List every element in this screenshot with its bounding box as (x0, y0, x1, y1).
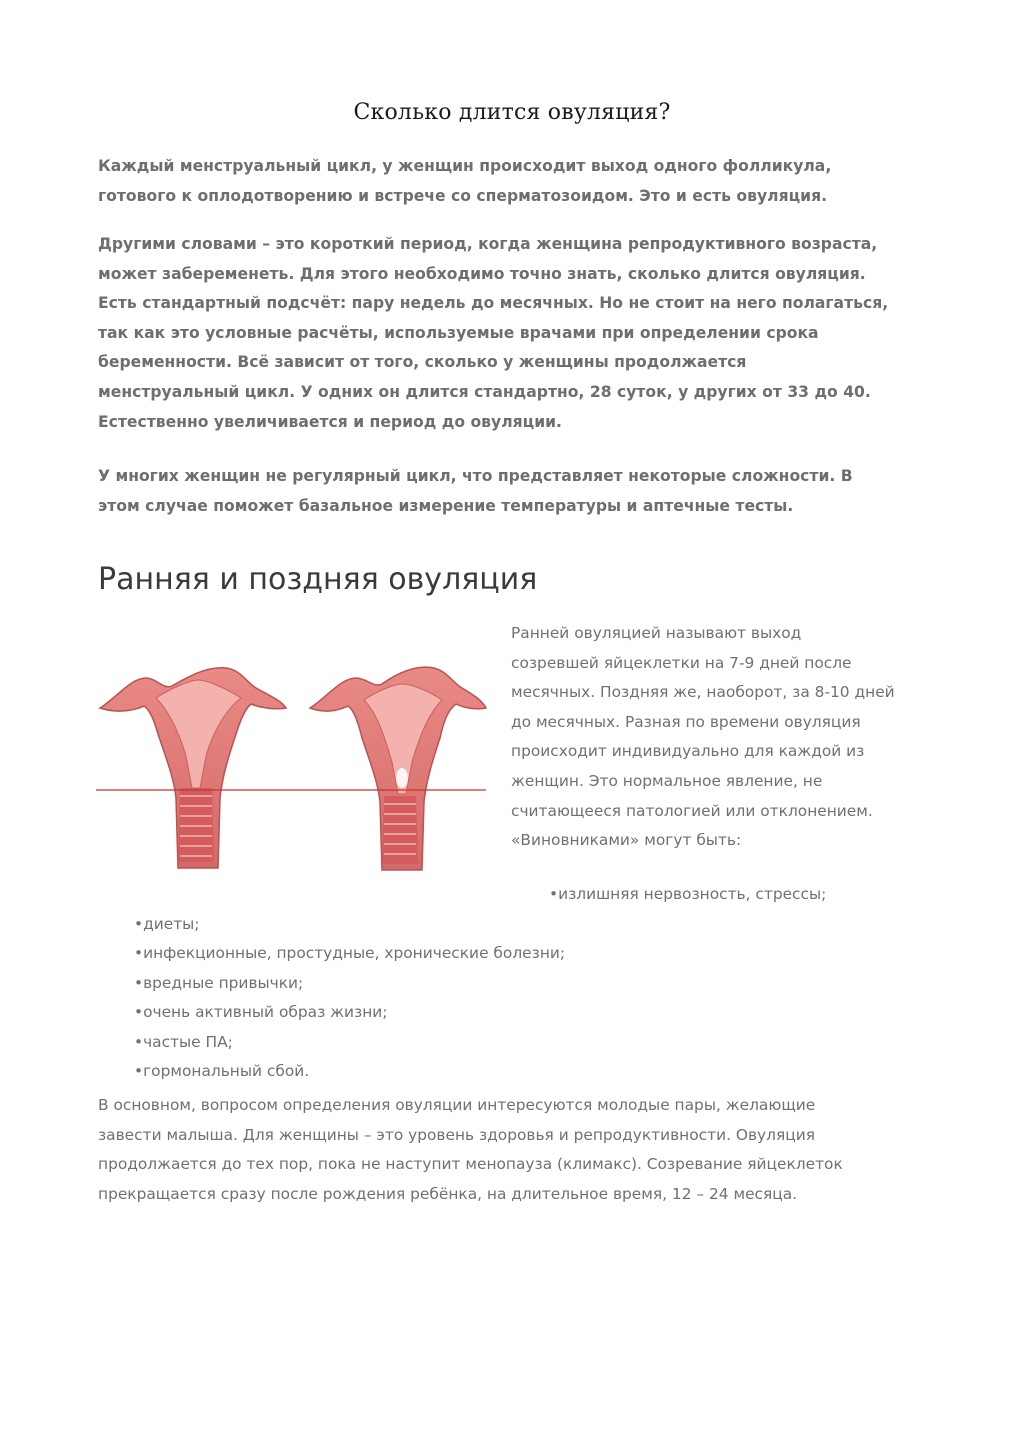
text-line: беременности. Всё зависит от того, сколько у женщины продолжается (98, 353, 747, 372)
section-heading: Ранняя и поздняя овуляция (98, 562, 538, 597)
text-line: Другими словами – это короткий период, когда женщина репродуктивного возраста, (98, 235, 878, 253)
text-line: продолжается до тех пор, пока не наступит менопауза (климакс). Созревание яйцеклеток (98, 1155, 843, 1174)
text-line: завести малыша. Для женщины – это уровень здоровья и репродуктивности. Овуляция (98, 1125, 815, 1144)
text-line: Есть стандартный подсчёт: пару недель до месячных. Но не стоит на него полагаться, (98, 294, 889, 313)
text-line: считающееся патологией или отклонением. (511, 801, 873, 820)
list-item: •частые ПА; (134, 1033, 233, 1051)
text-line: У многих женщин не регулярный цикл, что представляет некоторые сложности. В (98, 467, 853, 485)
list-item: •вредные привычки; (134, 974, 304, 992)
uterus-early-icon (100, 668, 286, 868)
intro-paragraph-3 (98, 462, 928, 521)
text-line: менструальный цикл. У одних он длится стандартно, 28 суток, у других от 33 до 40. (98, 382, 871, 401)
text-line: месячных. Поздняя же, наоборот, за 8-10 дней (511, 683, 895, 702)
list-item: •диеты; (134, 915, 200, 933)
list-item: •излишняя нервозность, стрессы; (549, 885, 827, 903)
page-title: Сколько длится овуляция? (353, 100, 671, 125)
text-line: так как это условные расчёты, используемые врачами при определении срока (98, 323, 819, 342)
text-line: Каждый менструальный цикл, у женщин происходит выход одного фолликула, (98, 157, 832, 175)
text-line: В основном, вопросом определения овуляции интересуются молодые пары, желающие (98, 1096, 816, 1114)
text-line: может забеременеть. Для этого необходимо точно знать, сколько длится овуляция. (98, 264, 866, 283)
text-line: женщин. Это нормальное явление, не (511, 771, 823, 790)
text-line: прекращается сразу после рождения ребёнка, на длительное время, 12 – 24 месяца. (98, 1184, 798, 1203)
intro-paragraph-2 (98, 230, 928, 437)
text-line: Естественно увеличивается и период до овуляции. (98, 412, 562, 431)
text-line: до месячных. Разная по времени овуляция (511, 712, 861, 731)
text-line: этом случае поможет базальное измерение температуры и аптечные тесты. (98, 496, 794, 515)
text-line: происходит индивидуально для каждой из (511, 742, 865, 761)
bottom-paragraph (98, 1091, 938, 1209)
list-item: •гормональный сбой. (134, 1062, 310, 1080)
text-line: готового к оплодотворению и встрече со сперматозоидом. Это и есть овуляция. (98, 186, 828, 205)
text-line: «Виновниками» могут быть: (511, 831, 742, 850)
text-line: созревшей яйцеклетки на 7-9 дней после (511, 653, 852, 672)
uterus-illustration (96, 638, 488, 878)
uterus-late-icon (310, 667, 486, 870)
text-line: Ранней овуляцией называют выход (511, 624, 802, 642)
list-item: •инфекционные, простудные, хронические болезни; (134, 944, 566, 962)
list-item: •очень активный образ жизни; (134, 1003, 388, 1021)
section-side-text (511, 619, 931, 856)
intro-paragraph-1 (98, 152, 928, 211)
